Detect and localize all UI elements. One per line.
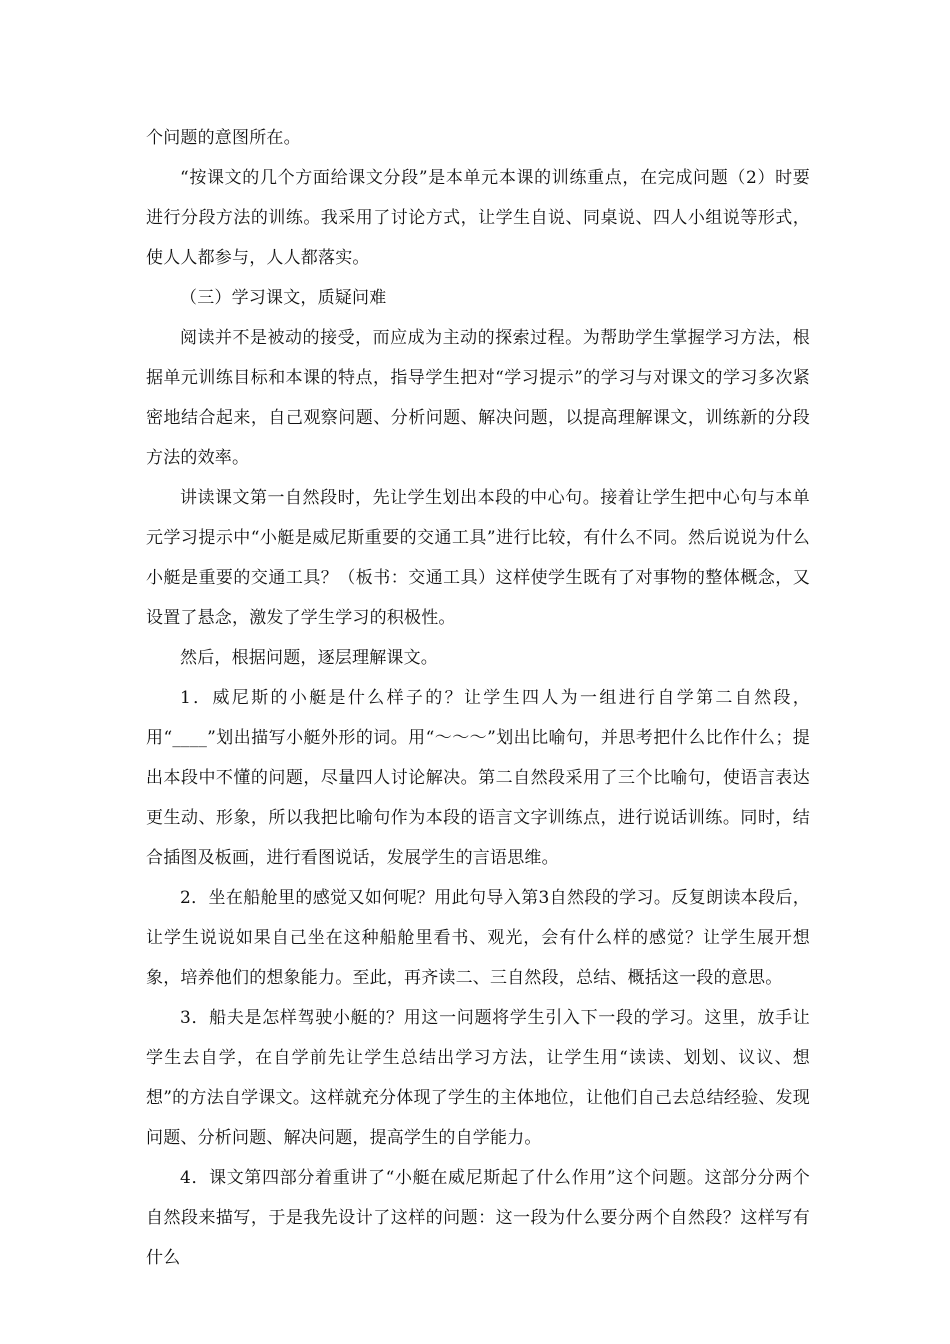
section-heading-study-text: （三）学习课文，质疑问难 [180,288,387,308]
document-body [146,118,810,1278]
paragraph-segmentation-training: “按课文的几个方面给课文分段”是本单元本课的训练重点，在完成问题（2）时要进行分段方法的训练。我采用了讨论方式，让学生自说、同桌说、四人小组说等形式，使人人都参与，人人都落实。 [146,168,810,268]
list-item-3-boatman: 3．船夫是怎样驾驶小艇的？用这一问题将学生引入下一段的学习。这里，放手让学生去自学，在自学前先让学生总结出学习方法，让学生用“读读、划划、议议、想想”的方法自学课文。这样就充分体现了学生的主体地位，让他们自己去总结经验、发现问题、分析问题、解决问题，提高学生的自学能力。 [146,1008,810,1148]
paragraph-layered-understanding: 然后，根据问题，逐层理解课文。 [180,648,438,668]
list-item-2-cabin-feeling: 2．坐在船舱里的感觉又如何呢？用此句导入第3自然段的学习。反复朗读本段后，让学生说说如果自己坐在这种船舱里看书、观光，会有什么样的感觉？让学生展开想象，培养他们的想象能力。至此，再齐读二、三自然段，总结、概括这一段的意思。 [146,888,810,988]
list-item-1-boat-appearance: 1．威尼斯的小艇是什么样子的？让学生四人为一组进行自学第二自然段，用“____”划出描写小艇外形的词。用“～～～”划出比喻句，并思考把什么比作什么；提出本段中不懂的问题，尽量四人讨论解决。第二自然段采用了三个比喻句，使语言表达更生动、形象，所以我把比喻句作为本段的语言文字训练点，进行说话训练。同时，结合插图及板画，进行看图说话，发展学生的言语思维。 [146,688,810,868]
paragraph-first-natural-section: 讲读课文第一自然段时，先让学生划出本段的中心句。接着让学生把中心句与本单元学习提示中“小艇是威尼斯重要的交通工具”进行比较，有什么不同。然后说说为什么小艇是重要的交通工具？（板书：交通工具）这样使学生既有了对事物的整体概念，又设置了悬念，激发了学生学习的积极性。 [146,488,810,628]
paragraph-active-reading: 阅读并不是被动的接受，而应成为主动的探索过程。为帮助学生掌握学习方法，根据单元训练目标和本课的特点，指导学生把对“学习提示”的学习与对课文的学习多次紧密地结合起来，自己观察问题、分析问题、解决问题，以提高理解课文，训练新的分段方法的效率。 [146,328,810,468]
list-item-4-boat-role: 4．课文第四部分着重讲了“小艇在威尼斯起了什么作用”这个问题。这部分分两个自然段来描写，于是我先设计了这样的问题：这一段为什么要分两个自然段？这样写有什么 [146,1168,810,1268]
paragraph-continuation: 个问题的意图所在。 [146,128,301,148]
